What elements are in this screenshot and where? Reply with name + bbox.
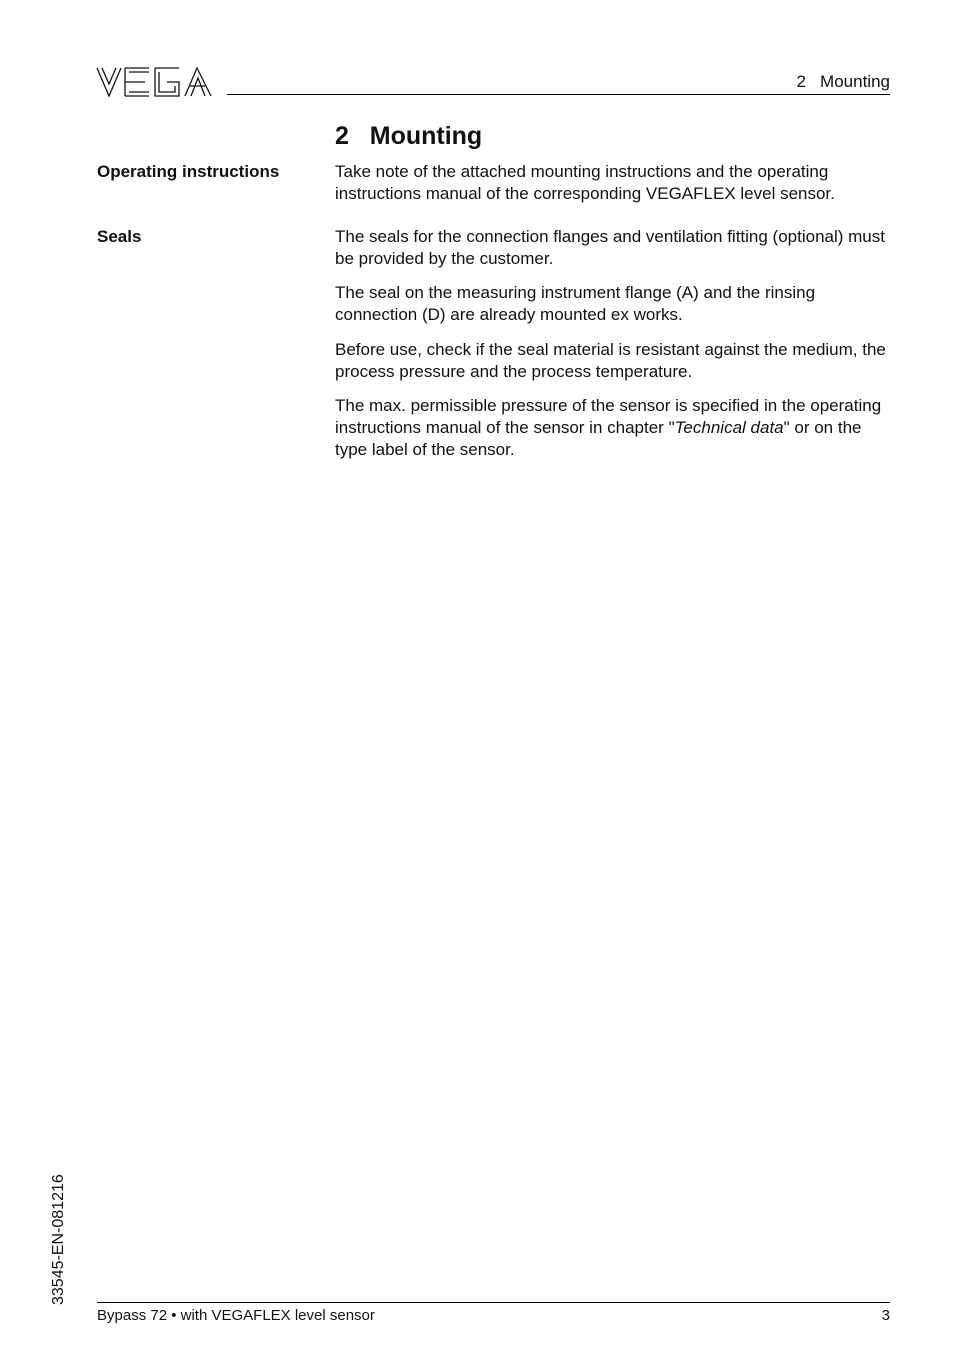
paragraph-seals-4-start: The max. permissible pressure of the sensor is specified in the operating instructions manual of the sensor in chapter " bbox=[335, 396, 882, 437]
paragraph-seals-4-end: " or on the type label of the sensor. bbox=[335, 418, 862, 459]
footer-rule bbox=[97, 1302, 890, 1303]
header-rule bbox=[227, 94, 890, 95]
paragraph-seals-2: The seal on the measuring instrument flange (A) and the rinsing connection (D) are already mounted ex works. bbox=[335, 283, 816, 324]
paragraph-seals-1: The seals for the connection flanges and ventilation fitting (optional) must be provided by the customer. bbox=[335, 227, 885, 268]
chapter-title: 2 Mounting bbox=[335, 122, 483, 150]
side-label-operating-instructions: Operating instructions bbox=[97, 162, 280, 181]
paragraph-seals-3: Before use, check if the seal material is resistant against the medium, the process pressure and the process temperature. bbox=[335, 340, 886, 381]
footer-product: Bypass 72 • with VEGAFLEX level sensor bbox=[97, 1307, 375, 1324]
side-label-seals: Seals bbox=[97, 227, 142, 246]
vega-logo bbox=[95, 64, 215, 100]
document-number: 33545-EN-081216 bbox=[50, 1174, 67, 1305]
paragraph-seals-4 bbox=[335, 395, 891, 461]
running-head: 2 Mounting bbox=[796, 72, 890, 91]
technical-data-reference: Technical data bbox=[674, 418, 784, 437]
paragraph-operating-instructions: Take note of the attached mounting instructions and the operating instructions manual of the corresponding VEGAFLEX level sensor. bbox=[335, 162, 835, 203]
page-number: 3 bbox=[881, 1307, 890, 1324]
